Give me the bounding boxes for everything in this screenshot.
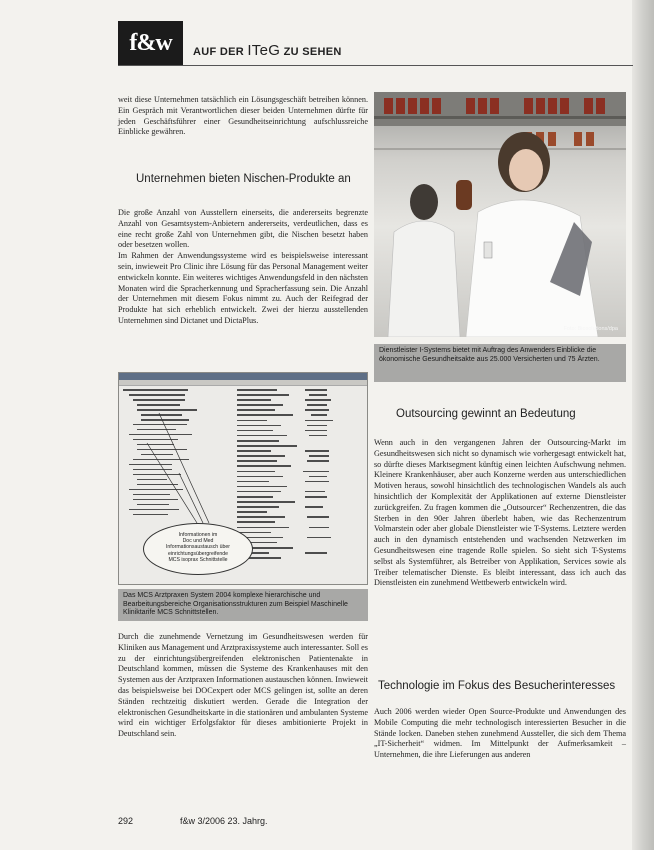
lab-photo-illustration [374, 92, 626, 337]
bubble-line-2: Doc und Med [182, 538, 214, 545]
page-number: 292 [118, 816, 134, 826]
bubble-line-1: Informationen im [178, 532, 218, 538]
heading-technologie: Technologie im Fokus des Besucherinteresses [378, 680, 616, 692]
bubble-line-3: Informationsaustausch über [165, 544, 230, 551]
bubble-line-4: einrichtungsübergreifende [168, 550, 228, 557]
intro-text: weit diese Unternehmen tatsächlich ein Lösungsgeschäft betreiben können. Ein Gespräch mit Verantwortlichen dieser beiden Unternehmen dürfte für jeden Geschäftsführer einer Gesundheitseinrichtung aufschlussreiche Einblicke gewähren. [118, 95, 368, 137]
section-header-part1: AUF DER [193, 46, 248, 58]
left-paragraph-2: Im Rahmen der Anwendungssysteme wird es beispielsweise interessant sein, inwieweit Pro Clinic ihre Lösung für das Personal Management weiter entwickeln konnte. Ein weiteres wichtiges Anwendungsfeld in den nächsten Monaten wird die Spracherkennung und Spracherfassung sein. Die Anzahl der Unternehmen mit diesem Fokus nimmt zu. Auch der Reifegrad der Produkte hat sich erheblich entwickelt. Zwei der hierzu ausstellenden Unternehmen sind Dictanet und DictaPlus. [118, 251, 368, 325]
screenshot-caption: Das MCS Arztpraxen System 2004 komplexe hierarchische und Bearbeitungsbereiche Organisationsstrukturen zum Beispiel Maschinelle Kliniktarife MCS Schnittstellen. [118, 589, 368, 621]
software-screenshot-figure [118, 372, 368, 585]
right-paragraph-2: Auch 2006 werden wieder Open Source-Produkte und Anwendungen des Mobile Computing die mehr technologisch interessierten Besucher in die Stände locken. Daneben stehen zunehmend Aussteller, die sich dem Thema „IT-Sicherheit“ widmen. Im Mittelpunkt der Aufmerksamkeit – Unternehmen, die ihre Lieferungen aus anderen [374, 707, 626, 760]
section-header [193, 42, 342, 59]
left-intro-paragraph [118, 95, 368, 138]
lab-photo [374, 92, 626, 337]
heading-outsourcing: Outsourcing gewinnt an Bedeutung [396, 408, 576, 420]
photo-credit: Foto: Biosolutions/dpa [563, 326, 618, 332]
bubble-line-5: MCS isoprax Schnittstelle [168, 556, 228, 563]
right-paragraph-1: Wenn auch in den vergangenen Jahren der Outsourcing-Markt im Gesundheitswesen sich nicht so dynamisch wie vorhergesagt entwickelt hat, so dürfte dieses Marktsegment künftig einen leichten Aufschwung nehmen. Kleinere Krankenhäuser, aber auch Konzerne werden aus unterschiedlichen Motiven heraus, sowohl hinsichtlich des technologischen Wandels als auch hinsichtlich der Komplexität der Applikationen auf externe Dienstleister zurückgreifen. Zu fragen kommen die „Outsourcer“ Rechenzentren, die das Sterben in den 90er Jahren überlebt haben, wie das Rechenzentrum Volmarstein oder aber globale Dienstleister wie T-Systems. Letztere werden auch in den dynamisch entstehenden und wachsenden Netzwerken im Gesundheitswesen eine tragende Rolle spielen. So sieht sich T-Systems selbst als Systemführer, als Betreiber von Applikation, Services sowie als Treiber telematischer Dienste. Es bleibt interessant, dass ich auch das Dienstleisten ein zunehmend Wettbewerb entwickeln wird. [374, 438, 626, 588]
left-paragraph-3: Durch die zunehmende Vernetzung im Gesundheitswesen werden für Kliniken aus Management und Arztpraxissysteme auch interessanter. Soll es zu der einrichtungsübergreifenden elektronischen Patientenakte in Deutschland kommen, müssen die Systeme des Krankenhauses mit den Systemen aus der Arztpraxen Informationen austauschen können. Inwieweit das beispielsweise bei DOCexpert oder MCS gelingen ist, sollte an deren Ständen rechtzeitig diskutiert werden. Gerade die Integration der elektronischen Gesundheitskarte in die stationären und ambulanten Systeme wird ein wichtiger Erfolgsfaktor für dieses ambitionierte Projekt in Deutschland sein. [118, 632, 368, 739]
header-rule [118, 65, 633, 66]
callout-bubble [143, 523, 253, 575]
right-body-text [374, 438, 626, 589]
fw-logo: f&w [118, 21, 183, 65]
section-header-part2: ZU SEHEN [280, 46, 342, 58]
issue-info: f&w 3/2006 23. Jahrg. [180, 816, 268, 826]
photo-caption: Dienstleister I-Systems bietet mit Auftrag des Anwenders Einblicke die ökonomische Gesundheitsakte aus 25.000 Versicherten und 75 Ärzten. [374, 344, 626, 382]
left-body-text [118, 208, 368, 327]
left-body-text-2 [118, 632, 368, 740]
heading-nischen-produkte: Unternehmen bieten Nischen-Produkte an [136, 173, 351, 185]
left-paragraph-1: Die große Anzahl von Ausstellern einerseits, die andererseits begrenzte Anzahl von Gesamtsystem-Anbietern andererseits, verdeutlichen, dass es eine recht große Zahl von Unternehmen gibt, die Nischen besetzt haben oder besetzen wollen. [118, 208, 368, 250]
section-header-iteg: ITeG [247, 42, 281, 59]
page-binding-shadow [632, 0, 654, 850]
right-body-text-2 [374, 707, 626, 761]
